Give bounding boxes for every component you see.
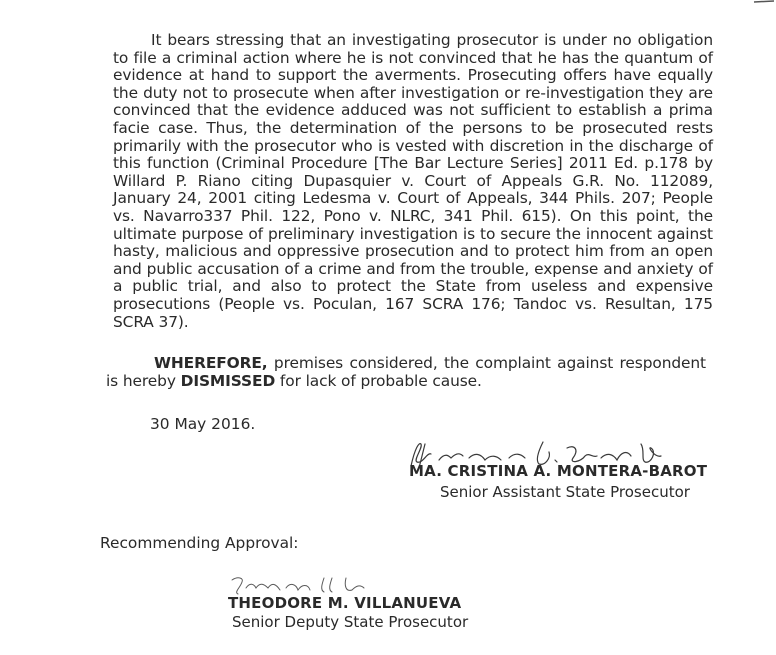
body-paragraph-wherefore bbox=[106, 355, 706, 390]
wherefore-label: WHEREFORE, bbox=[154, 354, 268, 372]
signatory-2-title: Senior Deputy State Prosecutor bbox=[232, 613, 469, 631]
signatory-1-name: MA. CRISTINA A. MONTERA-BAROT bbox=[409, 462, 708, 480]
wherefore-text-1: premises considered, the complaint against respondent is hereby bbox=[106, 354, 706, 390]
document-date: 30 May 2016. bbox=[150, 415, 256, 433]
wherefore-text-2: for lack of probable cause. bbox=[275, 371, 482, 390]
dismissed-label: DISMISSED bbox=[180, 371, 276, 390]
recommending-approval-label: Recommending Approval: bbox=[100, 534, 299, 552]
page-edge-mark bbox=[752, 0, 776, 4]
signatory-2-name: THEODORE M. VILLANUEVA bbox=[228, 594, 462, 612]
signatory-1-title: Senior Assistant State Prosecutor bbox=[440, 483, 690, 501]
body-paragraph-1: It bears stressing that an investigating prosecutor is under no obligation to file a criminal action where he is not convinced that he has the quantum of evidence at hand to support the averments. Prosecuting offers have equally the duty not to prosecute when after investigation or re-investigation they are convinced that the evidence adduced was not sufficient to establish a prima facie case. Thus, the determination of the persons to be prosecuted rests primarily with the prosecutor who is vested with discretion in the discharge of this function (Criminal Procedure [The Bar Lecture Series] 2011 Ed. p.178 by Willard P. Riano citing Dupasquier v. Court of Appeals G.R. No. 112089, January 24, 2001 citing Ledesma v. Court of Appeals, 344 Phils. 207; People vs. Navarro337 Phil. 122, Pono v. NLRC, 341 Phil. 615). On this point, the ultimate purpose of preliminary investigation is to secure the innocent against hasty, malicious and oppressive prosecution and to protect him from an open and public accusation of a crime and from the trouble, expense and anxiety of a public trial, and also to protect the State from useless and expensive prosecutions (People vs. Poculan, 167 SCRA 176; Tandoc vs. Resultan, 175 SCRA 37). bbox=[113, 31, 713, 331]
